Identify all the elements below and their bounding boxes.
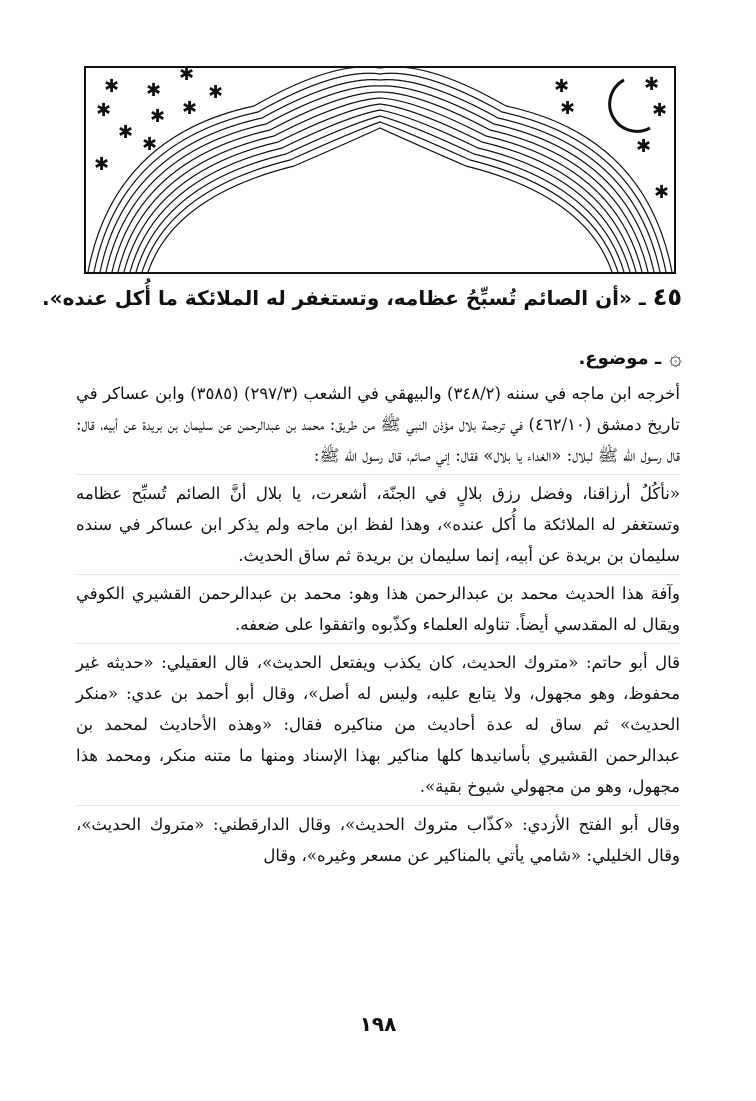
svg-text:✱: ✱: [150, 106, 166, 127]
paragraph: وآفة هذا الحديث محمد بن عبدالرحمن هذا وهو: محمد بن عبدالرحمن القشيري الكوفي ويقال له المقدسي أيضاً. تناوله العلماء وكذّبوه واتفقوا على ضعفه.: [76, 574, 680, 640]
flower-ornament-icon: ۞: [669, 346, 682, 371]
svg-text:✱: ✱: [182, 98, 198, 119]
svg-text:✱: ✱: [94, 154, 110, 175]
hadith-text: «أن الصائم تُسبِّحُ عظامه، وتستغفر له الملائكة ما أُكل عنده».: [42, 286, 632, 310]
paragraph: أخرجه ابن ماجه في سننه (٣٤٨/٢) والبيهقي في الشعب (٢٩٧/٣) (٣٥٨٥) وابن عساكر في تاريخ دمشق (٤٦٢/١٠) في ترجمة بلال مؤذن النبي ﷺ من طريق: محمد بن عبدالرحمن عن سليمان بن بريدة عن أبيه، قال: قال رسول الله ﷺ لبلال: «الغداء يا بلال» فقال: إني صائم، قال رسول الله ﷺ:: [76, 384, 681, 465]
page-number: ١٩٨: [359, 1012, 397, 1036]
svg-text:✱: ✱: [96, 100, 112, 121]
svg-text:✱: ✱: [644, 74, 660, 95]
svg-text:✱: ✱: [560, 98, 576, 119]
svg-text:✱: ✱: [652, 100, 668, 121]
commentary-body: [76, 378, 680, 871]
svg-text:✱: ✱: [142, 134, 158, 155]
svg-text:✱: ✱: [636, 136, 652, 157]
svg-text:✱: ✱: [146, 80, 162, 101]
svg-text:✱: ✱: [179, 66, 195, 85]
svg-text:✱: ✱: [554, 76, 570, 97]
svg-text:✱: ✱: [208, 82, 224, 103]
svg-text:✱: ✱: [654, 182, 670, 203]
svg-text:✱: ✱: [104, 76, 120, 97]
hadith-dash: ـ: [638, 286, 646, 310]
paragraph: قال أبو حاتم: «متروك الحديث، كان يكذب ويفتعل الحديث»، قال العقيلي: «حديثه غير محفوظ، وهو مجهول، ولا يتابع عليه، وليس له أصل»، وقال أبو أحمد بن عدي: «منكر الحديث» ثم ساق له عدة أحاديث من مناكيره فقال: «وهذه الأحاديث لمحمد بن عبدالرحمن القشيري بأسانيدها كلها مناكير بهذا الإسناد ومنها ما متنه منكر، ومحمد هذا مجهول، وهو من مجهولي شيوخ بقية».: [76, 643, 680, 802]
svg-text:✱: ✱: [118, 122, 134, 143]
paragraph: «نأكُلُ أرزاقنا، وفضل رزق بلالٍ في الجنّة، أشعرت، يا بلال أنَّ الصائم تُسبِّح عظامه وتستغفر له الملائكة ما أُكل عنده»، وهذا لفظ ابن ماجه ولم يذكر ابن عساكر في سنده سليمان بن بريدة عن أبيه، إنما سليمان بن بريدة ثم ساق الحديث.: [76, 474, 680, 571]
hadith-number: ٤٥: [652, 283, 682, 311]
crescent-moon-and-stars-icon: [84, 66, 676, 274]
paragraph: وقال أبو الفتح الأزدي: «كذّاب متروك الحديث»، وقال الدارقطني: «متروك الحديث»، وقال الخليلي: «شامي يأتي بالمناكير عن مسعر وغيره»، وقال: [76, 805, 680, 871]
verdict-label: ـ موضوع.: [578, 348, 662, 369]
verdict-line: [70, 343, 682, 375]
hadith-heading: [42, 280, 682, 315]
